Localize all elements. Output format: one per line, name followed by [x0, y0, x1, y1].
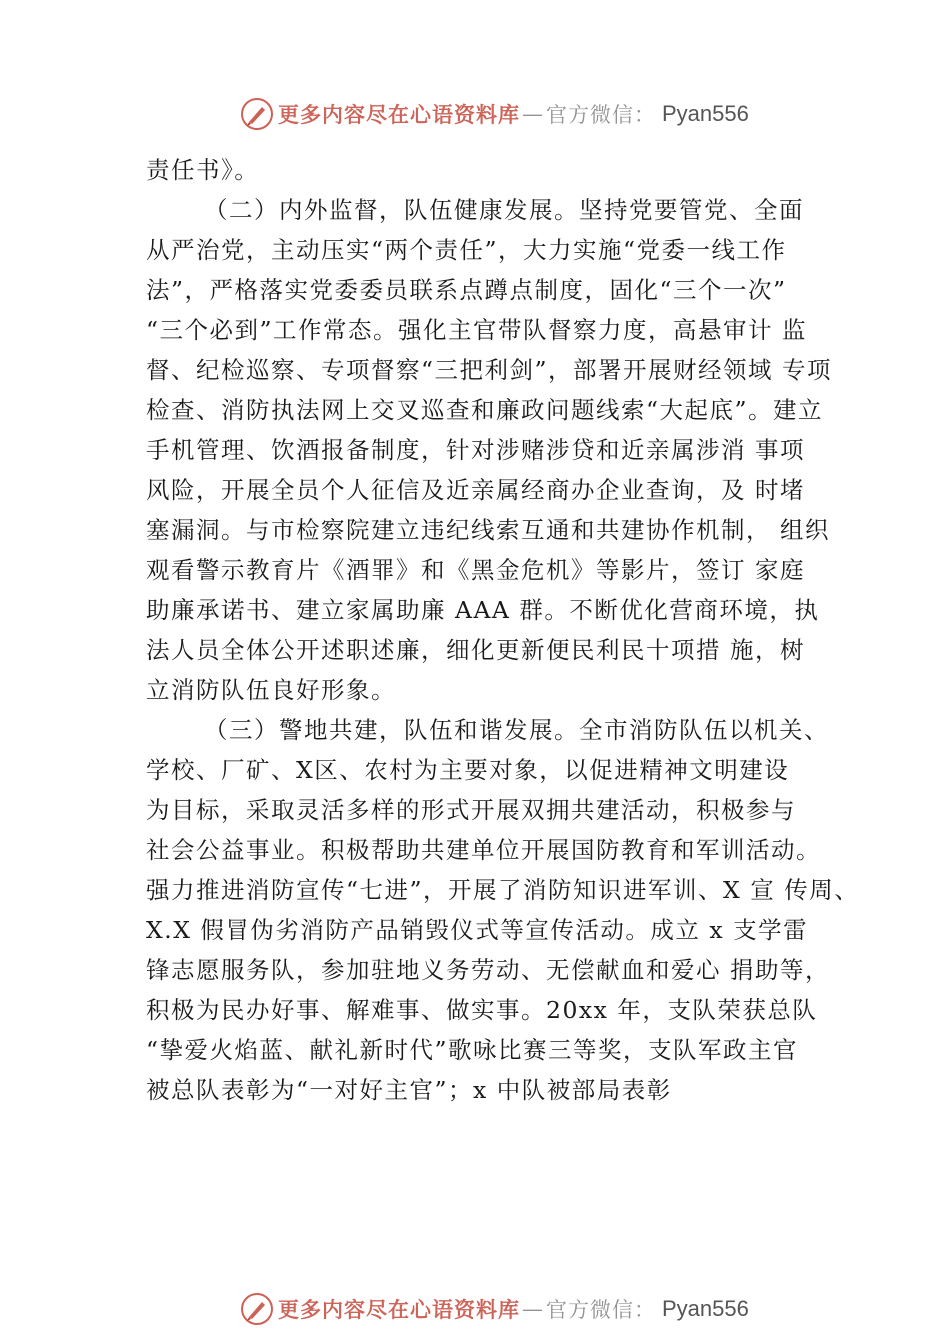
- text-line: 立消防队伍良好形象。: [146, 676, 396, 704]
- text-line: 被总队表彰为“一对好主官”；x 中队被部局表彰: [146, 1076, 672, 1104]
- watermark-wechat-id: Pyan556: [662, 1296, 749, 1321]
- watermark-separator: —: [522, 102, 544, 126]
- document-body: [146, 150, 860, 1110]
- text-line: 塞漏洞。与市检察院建立违纪线索互通和共建协作机制， 组织: [146, 516, 830, 544]
- text-line: 为目标，采取灵活多样的形式开展双拥共建活动，积极参与: [146, 796, 796, 824]
- text-line: 积极为民办好事、解难事、做实事。20xx 年，支队荣获总队: [146, 996, 818, 1024]
- text-line: 法”，严格落实党委委员联系点蹲点制度，固化“三个一次”: [146, 276, 787, 304]
- watermark-text: 更多内容尽在心语资料库: [278, 1297, 520, 1322]
- text-line: 锋志愿服务队，参加驻地义务劳动、无偿献血和爱心 捐助等，: [146, 956, 830, 984]
- section-heading-line: （三）警地共建，队伍和谐发展。全市消防队伍以机关、: [204, 716, 829, 744]
- pen-logo-icon: [240, 97, 274, 131]
- text-line: “三个必到”工作常态。强化主官带队督察力度，高悬审计 监: [146, 316, 807, 344]
- text-line: 风险，开展全员个人征信及近亲属经商办企业查询，及 时堵: [146, 476, 805, 504]
- text-line: 检查、消防执法网上交叉巡查和廉政问题线索“大起底”。建立: [146, 396, 824, 424]
- watermark-separator: —: [522, 1297, 544, 1321]
- watermark-text: 更多内容尽在心语资料库: [278, 102, 520, 127]
- section-heading-line: （二）内外监督，队伍健康发展。坚持党要管党、全面: [204, 196, 804, 224]
- watermark-footer: [240, 1291, 749, 1327]
- text-line: 从严治党，主动压实“两个责任”，大力实施“党委一线工作: [146, 236, 787, 264]
- pen-logo-icon: [240, 1292, 274, 1326]
- watermark-header: [240, 96, 749, 132]
- text-line: 督、纪检巡察、专项督察“三把利剑”，部署开展财经领域 专项: [146, 356, 832, 384]
- watermark-wechat-id: Pyan556: [662, 101, 749, 126]
- text-line: 强力推进消防宣传“七进”，开展了消防知识进军训、X 宣 传周、: [146, 876, 860, 904]
- watermark-official-label: 官方微信：: [546, 103, 656, 127]
- text-line: 手机管理、饮酒报备制度，针对涉赌涉贷和近亲属涉消 事项: [146, 436, 805, 464]
- text-line: 社会公益事业。积极帮助共建单位开展国防教育和军训活动。: [146, 836, 821, 864]
- text-line: “挚爱火焰蓝、献礼新时代”歌咏比赛三等奖，支队军政主官: [146, 1036, 799, 1064]
- watermark-official-label: 官方微信：: [546, 1298, 656, 1322]
- text-line: 法人员全体公开述职述廉，细化更新便民利民十项措 施，树: [146, 636, 805, 664]
- text-line: 观看警示教育片《酒罪》和《黑金危机》等影片，签订 家庭: [146, 556, 805, 584]
- text-line: X.X 假冒伪劣消防产品销毁仪式等宣传活动。成立 x 支学雷: [146, 916, 809, 944]
- text-line: 责任书》。: [146, 156, 260, 184]
- text-line: 学校、厂矿、X区、农村为主要对象，以促进精神文明建设: [146, 756, 790, 784]
- text-line: 助廉承诺书、建立家属助廉 AAA 群。不断优化营商环境，执: [146, 596, 820, 624]
